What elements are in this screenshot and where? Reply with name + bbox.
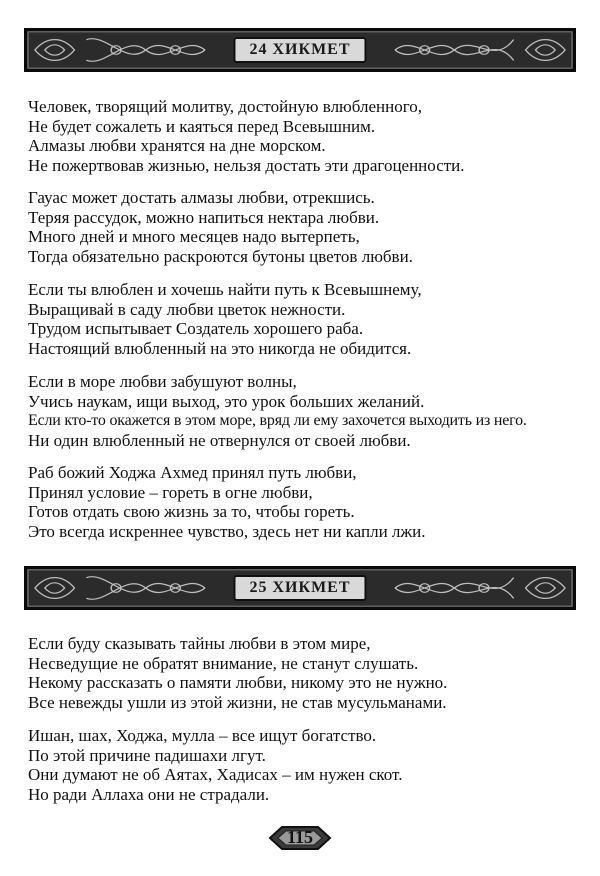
stanza: [28, 463, 588, 541]
verse-line: Но ради Аллаха они не страдали.: [28, 784, 270, 804]
verse-line: Тогда обязательно раскроются бутоны цветов любви.: [28, 246, 413, 266]
stanza: [28, 280, 588, 358]
stanza: [28, 188, 588, 266]
verse-line: Если в море любви забушуют волны,: [28, 372, 297, 391]
verse-line: Это всегда искреннее чувство, здесь нет ни капли лжи.: [28, 521, 426, 541]
verse-line: Все невежды ушли из этой жизни, не став мусульманами.: [28, 692, 447, 712]
verse-line: Выращивай в саду любви цветок нежности.: [28, 299, 346, 319]
verse-line: Учись наукам, ищи выход, это урок больших желаний.: [28, 391, 425, 411]
verse-line: Не пожертвовав жизнью, нельзя достать эти драгоценности.: [28, 155, 465, 175]
stanza: [28, 372, 588, 450]
banner-title: 24 ХИКМЕТ: [233, 37, 366, 63]
verse-line: Трудом испытывает Создатель хорошего раба.: [28, 319, 364, 338]
verse-line: Некому рассказать о памяти любви, никому это не нужно.: [28, 673, 448, 692]
verse-line: Ишан, шах, Ходжа, мулла – все ищут богатство.: [28, 726, 377, 745]
verse-line: Раб божий Ходжа Ахмед принял путь любви,: [28, 463, 357, 482]
verse-line: Теряя рассудок, можно напиться нектара любви.: [28, 207, 380, 227]
verse-line: По этой причине падишахи лгут.: [28, 745, 266, 765]
verse-line: Если ты влюблен и хочешь найти путь к Всевышнему,: [28, 280, 422, 299]
verse-line: Гауас может достать алмазы любви, отрекшись.: [28, 188, 375, 207]
verse-line: Принял условие – гореть в огне любви,: [28, 482, 313, 502]
banner-title: 25 ХИКМЕТ: [233, 575, 366, 601]
page-number: 115: [286, 827, 313, 847]
page-number-ornament: [268, 824, 332, 852]
verse-line: Не будет сожалеть и каяться перед Всевышним.: [28, 116, 376, 136]
section-banner-24: [24, 28, 576, 72]
verse-line: Настоящий влюбленный на это никогда не обидится.: [28, 338, 412, 358]
verse-line: Человек, творящий молитву, достойную влюбленного,: [28, 97, 422, 116]
verse-line: Много дней и много месяцев надо вытерпеть,: [28, 227, 360, 246]
section-banner-25: [24, 566, 576, 610]
verse-line: Если кто-то окажется в этом море, вряд ли ему захочется выходить из него.: [28, 412, 527, 429]
stanza: [28, 726, 588, 804]
verse-line: Они думают не об Аятах, Хадисах – им нужен скот.: [28, 765, 403, 784]
verse-line: Готов отдать свою жизнь за то, чтобы гореть.: [28, 502, 355, 521]
stanza: [28, 634, 588, 712]
verse-line: Ни один влюбленный не отвернулся от своей любви.: [28, 430, 411, 450]
stanza: [28, 97, 588, 175]
verse-line: Алмазы любви хранятся на дне морском.: [28, 136, 326, 155]
verse-line: Несведущие не обратят внимание, не станут слушать.: [28, 653, 419, 673]
verse-line: Если буду сказывать тайны любви в этом мире,: [28, 634, 371, 653]
